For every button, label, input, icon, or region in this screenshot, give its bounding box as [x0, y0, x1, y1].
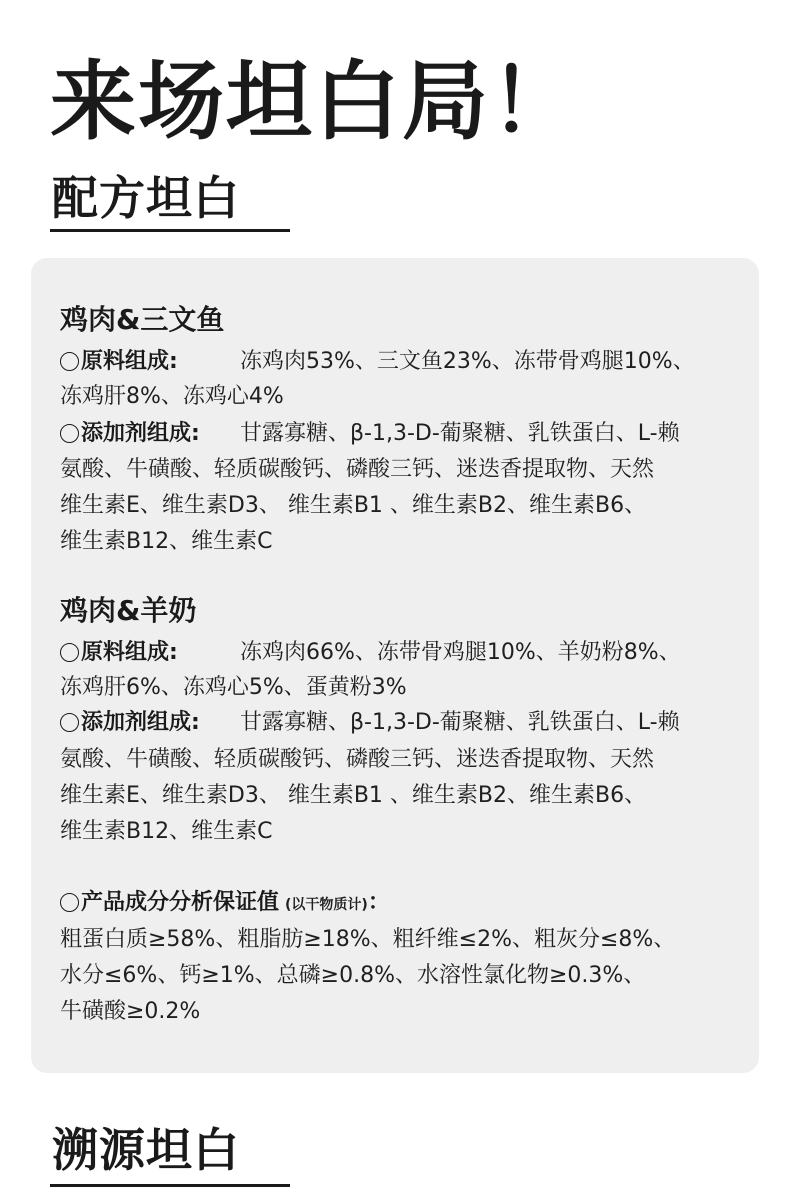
additive-text: 氨酸、牛磺酸、轻质碳酸钙、磷酸三钙、迷迭香提取物、天然 [60, 457, 655, 482]
analysis-text: 水分≤6%、钙≥1%、总磷≥0.8%、水溶性氯化物≥0.3%、 [60, 963, 646, 988]
additive-label: 添加剂组成: [81, 421, 200, 446]
additive-text: 氨酸、牛磺酸、轻质碳酸钙、磷酸三钙、迷迭香提取物、天然 [60, 747, 655, 772]
additive-text: 甘露寡糖、β-1,3-D-葡聚糖、乳铁蛋白、L-赖 [240, 421, 680, 446]
circle-bullet-icon [60, 424, 79, 443]
analysis-text: 粗蛋白质≥58%、粗脂肪≥18%、粗纤维≤2%、粗灰分≤8%、 [60, 927, 676, 952]
additive-text: 维生素E、维生素D3、 维生素B1 、维生素B2、维生素B6、 [60, 783, 647, 808]
circle-bullet-icon [60, 893, 79, 912]
section-title-traceability: 溯源坦白 [52, 1123, 240, 1177]
raw-material-text: 冻鸡肉53%、三文鱼23%、冻带骨鸡腿10%、 [240, 349, 695, 374]
circle-bullet-icon [60, 713, 79, 732]
additive-row [60, 417, 200, 451]
section-underline [50, 229, 290, 232]
raw-material-row [60, 345, 178, 379]
section-title-formula: 配方坦白 [52, 171, 240, 225]
raw-material-label: 原料组成: [81, 640, 178, 665]
additive-text: 维生素E、维生素D3、 维生素B1 、维生素B2、维生素B6、 [60, 493, 647, 518]
circle-bullet-icon [60, 352, 79, 371]
product-name-chicken-salmon: 鸡肉&三文鱼 [60, 303, 225, 336]
raw-material-text: 冻鸡肝6%、冻鸡心5%、蛋黄粉3% [60, 675, 407, 700]
analysis-row [60, 886, 390, 922]
additive-label: 添加剂组成: [81, 710, 200, 735]
section-underline [50, 1184, 290, 1187]
raw-material-row [60, 636, 178, 670]
page-title: 来场坦白局！ [50, 52, 578, 152]
raw-material-text: 冻鸡肉66%、冻带骨鸡腿10%、羊奶粉8%、 [240, 640, 681, 665]
additive-text: 维生素B12、维生素C [60, 819, 273, 844]
analysis-label: 产品成分分析保证值 [81, 890, 280, 915]
raw-material-label: 原料组成: [81, 349, 178, 374]
analysis-colon: ： [367, 890, 390, 915]
additive-text: 维生素B12、维生素C [60, 529, 273, 554]
additive-text: 甘露寡糖、β-1,3-D-葡聚糖、乳铁蛋白、L-赖 [240, 710, 680, 735]
additive-row [60, 706, 200, 740]
analysis-text: 牛磺酸≥0.2% [60, 999, 201, 1024]
product-name-chicken-goat-milk: 鸡肉&羊奶 [60, 594, 197, 627]
raw-material-text: 冻鸡肝8%、冻鸡心4% [60, 384, 284, 409]
analysis-note: (以干物质计) [285, 897, 368, 913]
circle-bullet-icon [60, 643, 79, 662]
